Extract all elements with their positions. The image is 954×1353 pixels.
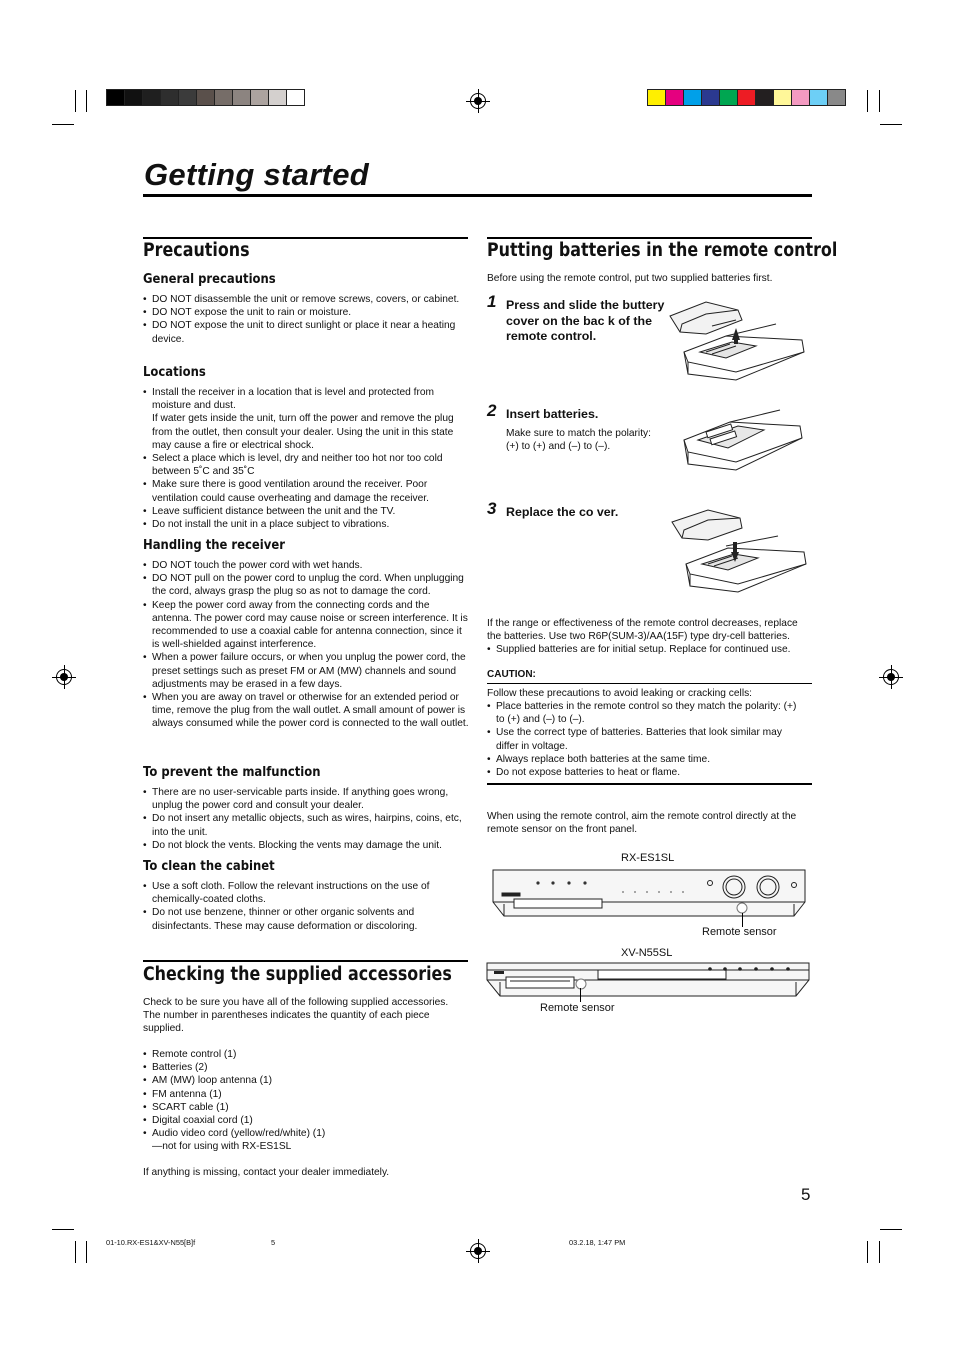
receiver-front-panel-illustration xyxy=(492,868,806,920)
cleaning-list xyxy=(143,880,468,933)
locations-list xyxy=(143,386,468,531)
handling-list xyxy=(143,559,470,731)
color-swatch xyxy=(791,89,810,106)
list-item: • Audio video cord (yellow/red/white) (1) xyxy=(143,1127,468,1140)
list-item: • Digital coaxial cord (1) xyxy=(143,1114,468,1127)
color-swatch xyxy=(232,89,251,106)
registration-mark-icon xyxy=(56,669,72,685)
list-item: • When a power failure occurs, or when you unplug the power cord, the preset settings such as preset FM or AM (MW) channels and sound adjustments may be erased in a few days. xyxy=(143,651,470,691)
color-swatch xyxy=(755,89,774,106)
accessories-note: —not for using with RX-ES1SL xyxy=(152,1141,292,1152)
list-item-extra: If water gets inside the unit, turn off the power and remove the plug from the outlet, then consult your dealer. Using the unit in this state may cause a fire or electrical shock. xyxy=(152,413,454,451)
crop-mark xyxy=(879,90,880,112)
color-swatch xyxy=(268,89,287,106)
list-item: • DO NOT touch the power cord with wet hands. xyxy=(143,559,470,572)
crop-mark xyxy=(75,1241,76,1263)
list-item: • SCART cable (1) xyxy=(143,1101,468,1114)
accessories-closing: If anything is missing, contact your dealer immediately. xyxy=(143,1167,390,1178)
section-rule xyxy=(143,237,468,239)
section-rule xyxy=(487,237,812,239)
aim-note: When using the remote control, aim the remote control directly at the remote sensor on the front panel. xyxy=(487,811,797,836)
color-swatch xyxy=(773,89,792,106)
list-item xyxy=(143,386,468,452)
color-swatch xyxy=(142,89,161,106)
footer-page: 5 xyxy=(271,1238,276,1247)
list-item: • Do not insert any metallic objects, such as wires, hairpins, coins, etc, into the unit. xyxy=(143,812,468,838)
handling-heading: Handling the receiver xyxy=(143,537,285,553)
caution-rule xyxy=(487,683,812,684)
list-item: • DO NOT pull on the power cord to unplug the cord. When unplugging the cord, always grasp the plug so as not to damage the cord. xyxy=(143,572,470,598)
list-item: • Always replace both batteries at the same time. xyxy=(487,753,805,766)
registration-mark-icon xyxy=(883,669,899,685)
list-item: • Leave sufficient distance between the unit and the TV. xyxy=(143,505,468,518)
list-item: • Select a place which is level, dry and neither too hot nor too cold between 5˚C and 35˚C xyxy=(143,452,468,478)
malfunction-heading: To prevent the malfunction xyxy=(143,764,321,780)
accessories-heading: Checking the supplied accessories xyxy=(143,964,452,985)
crop-mark xyxy=(86,1241,87,1263)
registration-mark-icon xyxy=(470,93,486,109)
color-swatch xyxy=(124,89,143,106)
footer-timestamp: 03.2.18, 1:47 PM xyxy=(569,1238,626,1247)
sensor-leader-line xyxy=(580,988,581,1002)
list-item: • Do not use benzene, thinner or other organic solvents and disinfectants. These may cause deformation or discoloring. xyxy=(143,906,468,932)
list-item: • Do not install the unit in a place subject to vibrations. xyxy=(143,518,468,531)
device-model-label: RX-ES1SL xyxy=(621,852,675,864)
list-item: • Use the correct type of batteries. Batteries that look similar may differ in voltage. xyxy=(487,726,805,752)
color-swatch xyxy=(827,89,846,106)
list-item: • Do not expose batteries to heat or flame. xyxy=(487,766,805,779)
remote-open-cover-illustration xyxy=(666,296,808,386)
device-model-label: XV-N55SL xyxy=(621,947,673,959)
list-item: • There are no user-servicable parts inside. If anything goes wrong, unplug the power cord and consult your dealer. xyxy=(143,786,468,812)
step-number: 3 xyxy=(487,499,497,518)
cleaning-heading: To clean the cabinet xyxy=(143,858,275,874)
title-rule xyxy=(143,194,812,197)
step-detail: Make sure to match the polarity: (+) to (+) and (–) to (–). xyxy=(506,428,651,453)
batteries-intro: Before using the remote control, put two supplied batteries first. xyxy=(487,273,773,284)
step-number: 2 xyxy=(487,401,497,420)
general-precautions-list xyxy=(143,293,468,346)
color-swatch xyxy=(701,89,720,106)
crop-mark xyxy=(86,90,87,112)
caution-heading: CAUTION: xyxy=(487,669,536,680)
crop-mark xyxy=(880,1229,902,1230)
range-note: If the range or effectiveness of the remote control decreases, replace the batteries. Use two R6P(SUM-3)/AA(15F) type dry-cell batteries. xyxy=(487,618,798,643)
list-item-text: Install the receiver in a location that is level and protected from moisture and dust. xyxy=(152,387,435,412)
color-swatch xyxy=(683,89,702,106)
list-item: • Remote control (1) xyxy=(143,1048,468,1061)
dvd-player-front-panel-illustration xyxy=(486,962,810,998)
supplied-note-list xyxy=(487,643,812,656)
list-item: • When you are away on travel or otherwise for an extended period or time, remove the plug from the wall outlet. A small amount of power is always consumed while the power cord is connected to the wall outlet. xyxy=(143,691,470,731)
step-title: Insert batteries. xyxy=(506,407,599,421)
list-item: • Batteries (2) xyxy=(143,1061,468,1074)
caution-intro: Follow these precautions to avoid leaking or cracking cells: xyxy=(487,688,753,699)
list-item: • Use a soft cloth. Follow the relevant instructions on the use of chemically-coated cloths. xyxy=(143,880,468,906)
caution-rule-bottom xyxy=(487,783,812,785)
step-title: Press and slide the buttery cover on the bac k of the remote control. xyxy=(506,298,665,343)
list-item: • DO NOT expose the unit to direct sunlight or place it near a heating device. xyxy=(143,319,468,345)
crop-mark xyxy=(867,1241,868,1263)
batteries-heading: Putting batteries in the remote control xyxy=(487,240,838,261)
list-item: • Keep the power cord away from the connecting cords and the antenna. The power cord may cause noise or screen interference. It is recommended to use a coaxial cable for antenna connection, since it is well-shielded against interference. xyxy=(143,599,470,652)
remote-replace-cover-illustration xyxy=(668,506,810,596)
color-swatch xyxy=(214,89,233,106)
section-rule xyxy=(143,960,468,962)
list-item: • DO NOT disassemble the unit or remove screws, covers, or cabinet. xyxy=(143,293,468,306)
sensor-leader-line xyxy=(742,913,743,927)
remote-sensor-label: Remote sensor xyxy=(540,1002,615,1014)
caution-list xyxy=(487,700,805,779)
locations-heading: Locations xyxy=(143,364,206,380)
color-swatch xyxy=(196,89,215,106)
color-swatch xyxy=(719,89,738,106)
footer-file-name: 01-10.RX-ES1&XV-N55[B]f xyxy=(106,1238,196,1247)
precautions-heading: Precautions xyxy=(143,240,250,261)
general-precautions-heading: General precautions xyxy=(143,271,276,287)
list-item: • Place batteries in the remote control so they match the polarity: (+) to (+) and (–) to (–). xyxy=(487,700,805,726)
color-swatch xyxy=(250,89,269,106)
list-item: • FM antenna (1) xyxy=(143,1088,468,1101)
accessories-intro: Check to be sure you have all of the following supplied accessories. The number in parentheses indicates the quantity of each piece supplied. xyxy=(143,997,449,1035)
color-swatch xyxy=(665,89,684,106)
crop-mark xyxy=(879,1241,880,1263)
crop-mark xyxy=(880,124,902,125)
page-title: Getting started xyxy=(144,157,369,192)
color-swatch xyxy=(106,89,125,106)
list-item: • Do not block the vents. Blocking the vents may damage the unit. xyxy=(143,839,468,852)
color-swatch xyxy=(809,89,828,106)
color-swatch xyxy=(737,89,756,106)
page-number: 5 xyxy=(801,1185,811,1204)
color-swatch xyxy=(160,89,179,106)
color-swatch xyxy=(647,89,666,106)
step-number: 1 xyxy=(487,292,497,311)
remote-sensor-label: Remote sensor xyxy=(702,926,777,938)
color-swatch xyxy=(286,89,305,106)
registration-mark-icon xyxy=(470,1243,486,1259)
list-item: • DO NOT expose the unit to rain or moisture. xyxy=(143,306,468,319)
crop-mark xyxy=(52,124,74,125)
crop-mark xyxy=(75,90,76,112)
accessories-list xyxy=(143,1048,468,1140)
step-title: Replace the co ver. xyxy=(506,505,619,519)
color-swatch xyxy=(178,89,197,106)
crop-mark xyxy=(867,90,868,112)
malfunction-list xyxy=(143,786,468,852)
list-item: • Make sure there is good ventilation around the receiver. Poor ventilation could cause overheating and damage the receiver. xyxy=(143,478,468,504)
list-item: • AM (MW) loop antenna (1) xyxy=(143,1074,468,1087)
crop-mark xyxy=(52,1229,74,1230)
list-item: • Supplied batteries are for initial setup. Replace for continued use. xyxy=(487,643,812,656)
remote-insert-batteries-illustration xyxy=(680,408,804,476)
